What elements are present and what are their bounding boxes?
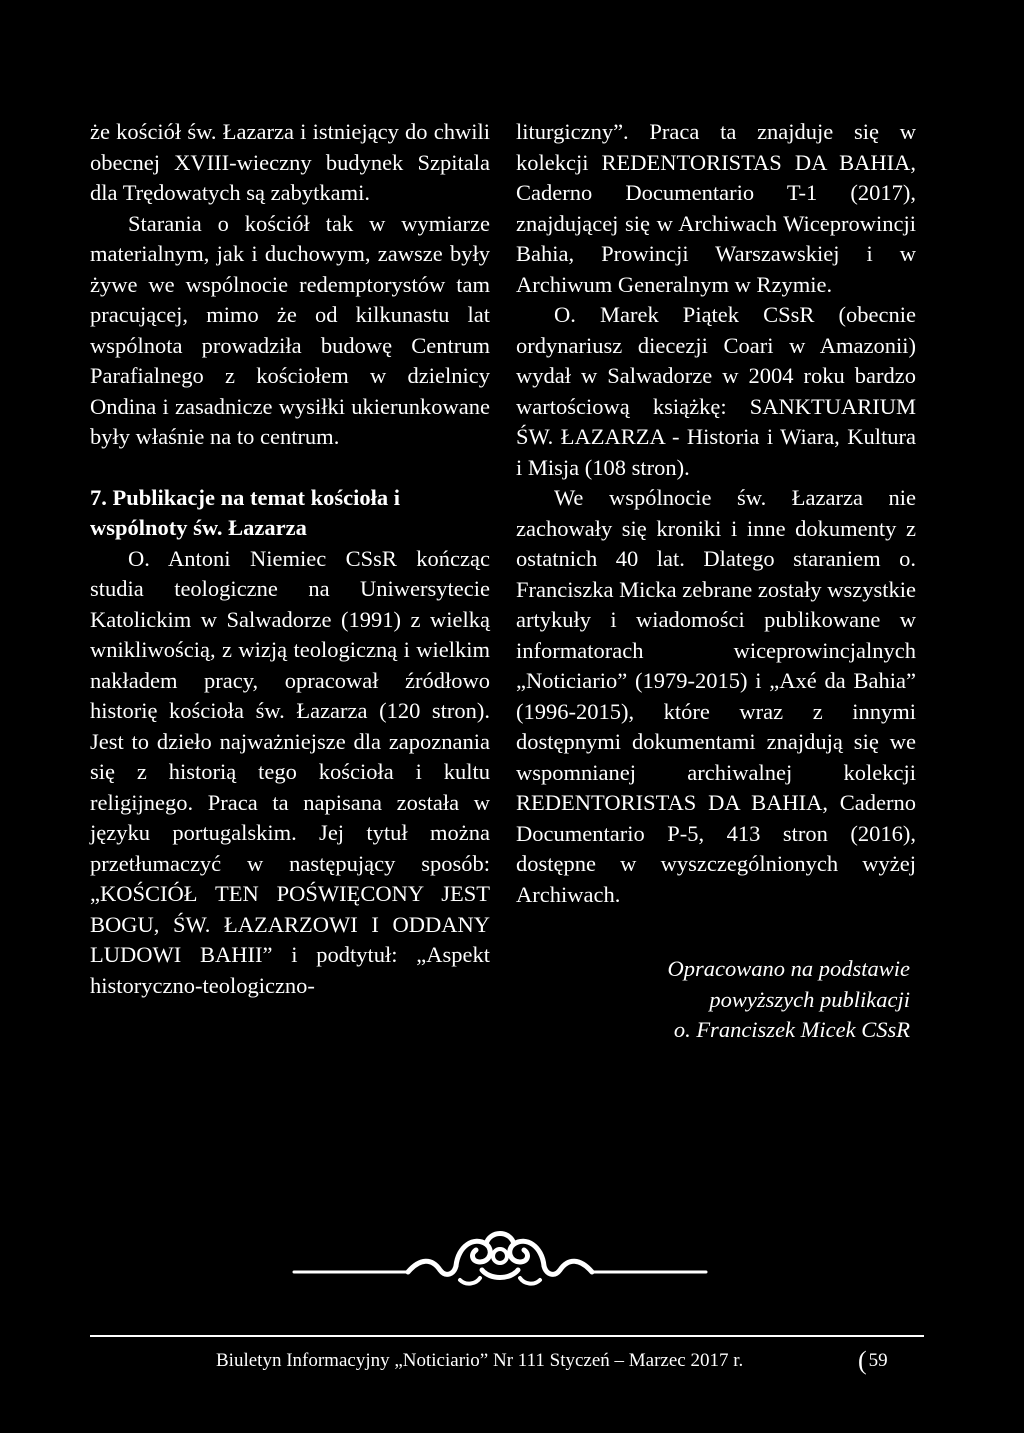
signature-line-3: o. Franciszek Micek CSsR: [673, 1017, 910, 1042]
section-gap: [90, 453, 490, 483]
signature-line-1: Opracowano na podstawie: [667, 956, 910, 981]
left-paragraph-2: Starania o kościół tak w wymiarze materialnym, jak i duchowym, zawsze były żywe we wspólnocie redemptorystów tam pracującej, mimo że od kilkunastu lat wspólnota prowadziła budowę Centrum Parafialnego z kościołem w dzielnicy Ondina i zasadnicze wysiłki ukierunkowane były właśnie na to centrum.: [90, 210, 490, 449]
ornament-divider-icon: [290, 1222, 710, 1292]
section-heading: 7. Publikacje na temat kościoła i wspólnoty św. Łazarza: [90, 484, 400, 540]
right-column: [516, 117, 916, 1046]
right-paragraph-3: We wspólnocie św. Łazarza nie zachowały się kroniki i inne dokumenty z ostatnich 40 lat. Dlatego staraniem o. Franciszka Micka zebrane zostały wszystkie artykuły i wiadomości publikowane w informatorach wiceprowincjalnych „Noticiario” (1979-2015) i „Axé da Bahia” (1996-2015), które wraz z innymi dostępnymi dokumentami znajdują się we wspomnianej archiwalnej kolekcji REDENTORISTAS DA BAHIA, Caderno Documentario P-5, 413 stron (2016), dostępne w wyszczególnionych wyżej Archiwach.: [516, 485, 916, 907]
footer-publication: Biuletyn Informacyjny „Noticiario” Nr 111 Styczeń – Marzec 2017 r.: [216, 1350, 744, 1371]
right-paragraph-2: O. Marek Piątek CSsR (obecnie ordynariusz diecezji Coari w Amazonii) wydał w Salwadorze w 2004 roku bardzo wartościową książkę: SANKTUARIUM ŚW. ŁAZARZA - Historia i Wiara, Kultura i Misja (108 stron).: [516, 302, 916, 480]
left-paragraph-3: O. Antoni Niemiec CSsR kończąc studia teologiczne na Uniwersytecie Katolickim w Salwadorze (1991) z wielką wnikliwością, z wizją teologiczną i wielkim nakładem pracy, opracował źródłowo historię kościoła św. Łazarza (120 stron). Jest to dzieło najważniejsze dla zapoznania się z historią tego kościoła i kultu religijnego. Praca ta napisana została w języku portugalskim. Jej tytuł można przetłumaczyć w następujący sposób: „KOŚCIÓŁ TEN POŚWIĘCONY JEST BOGU, ŚW. ŁAZARZOWI I ODDANY LUDOWI BAHII” i podtytuł: „Aspekt historyczno-teologiczno-: [90, 545, 490, 998]
signature-line-2: powyższych publikacji: [709, 986, 910, 1012]
page-number-value: 59: [868, 1350, 888, 1371]
left-paragraph-1: że kościół św. Łazarza i istniejący do chwili obecnej XVIII-wieczny budynek Szpitala dla Trędowatych są zabytkami.: [90, 119, 490, 205]
left-column: [90, 117, 490, 1001]
footer-rule: [90, 1335, 924, 1337]
right-paragraph-1: liturgiczny”. Praca ta znajduje się w kolekcji REDENTORISTAS DA BAHIA, Caderno Documentario T-1 (2017), znajdującej się w Archiwach Wiceprowincji Bahia, Prowincji Warszawskiej i w Archiwum Generalnym w Rzymie.: [516, 119, 916, 297]
page-number-bracket: (: [858, 1346, 867, 1375]
signature-block: [516, 954, 916, 1046]
page-number: [858, 1346, 888, 1375]
